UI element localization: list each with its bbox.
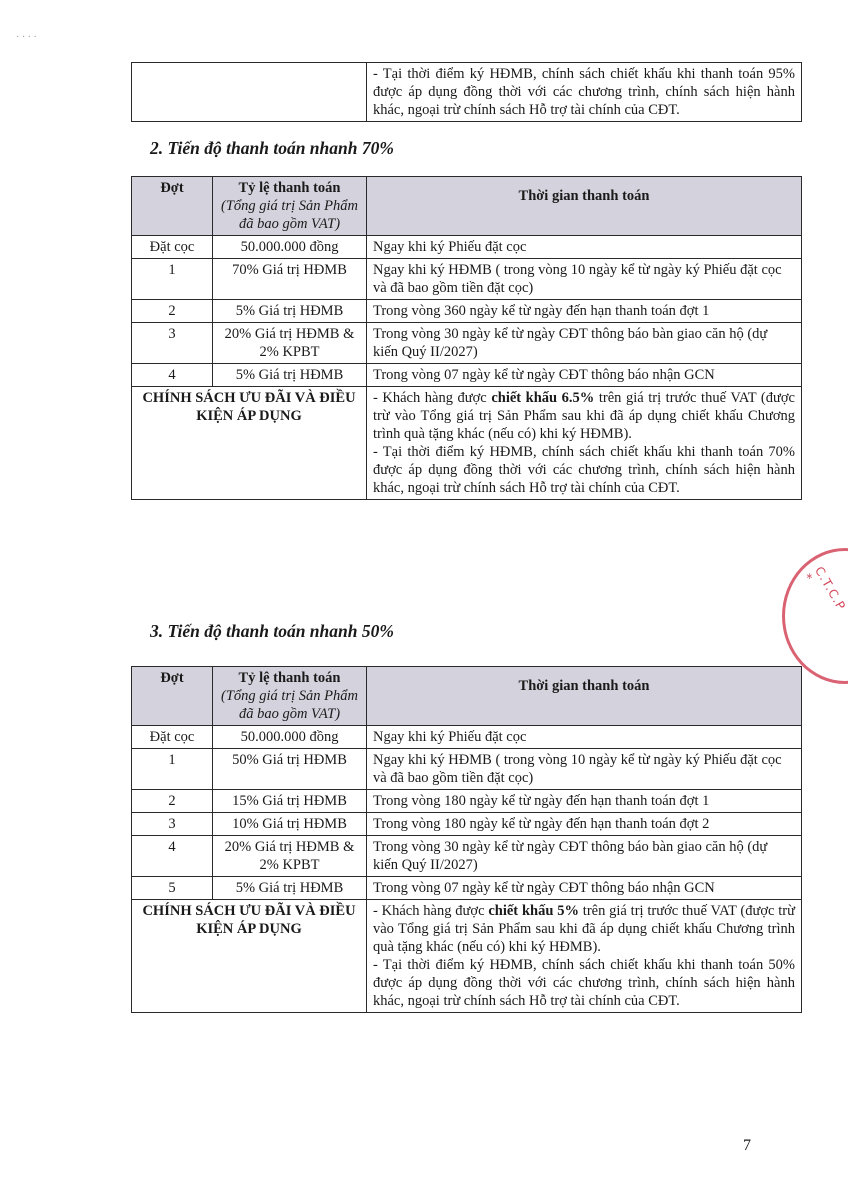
table-header-row	[132, 177, 802, 236]
policy-discount: chiết khấu 5%	[488, 903, 579, 919]
cell-time: Ngay khi ký Phiếu đặt cọc	[367, 236, 802, 259]
policy-label: CHÍNH SÁCH ƯU ĐÃI VÀ ĐIỀU KIỆN ÁP DỤNG	[132, 387, 367, 500]
table-row	[132, 877, 802, 900]
cell-dot: 3	[132, 323, 213, 364]
header-rate-subtitle: (Tổng giá trị Sản Phẩm đã bao gồm VAT)	[221, 688, 358, 722]
table-row	[132, 749, 802, 790]
policy-p1-pre: - Khách hàng được	[373, 390, 492, 406]
cell-rate: 50.000.000 đồng	[213, 726, 367, 749]
policy-text	[367, 900, 802, 1013]
cell-dot: 2	[132, 790, 213, 813]
table-row	[132, 63, 802, 122]
cell-time: Trong vòng 07 ngày kể từ ngày CĐT thông báo nhận GCN	[367, 877, 802, 900]
cell-rate: 50.000.000 đồng	[213, 236, 367, 259]
table-row	[132, 364, 802, 387]
cell-dot: 4	[132, 836, 213, 877]
table-row	[132, 726, 802, 749]
cell-dot: 2	[132, 300, 213, 323]
cell-dot: 5	[132, 877, 213, 900]
header-rate-subtitle: (Tổng giá trị Sản Phẩm đã bao gồm VAT)	[221, 198, 358, 232]
policy-p2: - Tại thời điểm ký HĐMB, chính sách chiết khấu khi thanh toán 70% được áp dụng đồng thời với các chương trình, chính sách hiện hành khác, ngoại trừ chính sách Hỗ trợ tài chính của CĐT.	[373, 444, 795, 496]
header-time: Thời gian thanh toán	[367, 177, 802, 236]
cell-time: Ngay khi ký Phiếu đặt cọc	[367, 726, 802, 749]
header-dot: Đợt	[132, 177, 213, 236]
company-stamp-text: C.T.C.P *	[799, 564, 848, 613]
header-dot: Đợt	[132, 667, 213, 726]
cell-rate: 5% Giá trị HĐMB	[213, 300, 367, 323]
cell-dot: 4	[132, 364, 213, 387]
cell-dot: 1	[132, 259, 213, 300]
cell-time: Trong vòng 180 ngày kể từ ngày đến hạn thanh toán đợt 1	[367, 790, 802, 813]
cell-dot: 1	[132, 749, 213, 790]
cell-time: Ngay khi ký HĐMB ( trong vòng 10 ngày kể từ ngày ký Phiếu đặt cọc và đã bao gồm tiền đặt cọc)	[367, 259, 802, 300]
policy-text	[367, 387, 802, 500]
policy-p2: - Tại thời điểm ký HĐMB, chính sách chiết khấu khi thanh toán 50% được áp dụng đồng thời với các chương trình, chính sách hiện hành khác, ngoại trừ chính sách Hỗ trợ tài chính của CĐT.	[373, 957, 795, 1009]
table-row	[132, 259, 802, 300]
policy-row	[132, 387, 802, 500]
cell-rate: 5% Giá trị HĐMB	[213, 877, 367, 900]
table-row	[132, 813, 802, 836]
policy-p1-pre: - Khách hàng được	[373, 903, 489, 919]
policy-row	[132, 900, 802, 1013]
table-header-row	[132, 667, 802, 726]
cell-rate: 70% Giá trị HĐMB	[213, 259, 367, 300]
cell-time: Trong vòng 360 ngày kể từ ngày đến hạn thanh toán đợt 1	[367, 300, 802, 323]
cell-rate: 15% Giá trị HĐMB	[213, 790, 367, 813]
cell-rate: 20% Giá trị HĐMB & 2% KPBT	[213, 323, 367, 364]
table-row	[132, 323, 802, 364]
table-row	[132, 836, 802, 877]
table-row	[132, 236, 802, 259]
cell-rate: 5% Giá trị HĐMB	[213, 364, 367, 387]
cell-rate: 50% Giá trị HĐMB	[213, 749, 367, 790]
cell-dot: 3	[132, 813, 213, 836]
section-3-title: 3. Tiến độ thanh toán nhanh 50%	[150, 621, 394, 641]
cell-dot: Đặt cọc	[132, 236, 213, 259]
header-time: Thời gian thanh toán	[367, 667, 802, 726]
table-row	[132, 790, 802, 813]
policy-label: CHÍNH SÁCH ƯU ĐÃI VÀ ĐIỀU KIỆN ÁP DỤNG	[132, 900, 367, 1013]
section-2-table	[131, 176, 802, 500]
header-rate	[213, 667, 367, 726]
cell-time: Trong vòng 180 ngày kể từ ngày đến hạn thanh toán đợt 2	[367, 813, 802, 836]
section-3-table	[131, 666, 802, 1013]
policy-p1-post: trên giá trị trước thuế VAT (được trừ vào Tổng giá trị Sản Phẩm sau khi đã áp dụng chiết khấu Chương trình quà tặng khác (nếu có) khi ký HĐMB).	[373, 903, 795, 955]
policy-p1-post: trên giá trị trước thuế VAT (được trừ vào Tổng giá trị Sản Phẩm sau khi đã áp dụng chiết khấu Chương trình quà tặng khác (nếu có) khi ký HĐMB).	[373, 390, 795, 442]
cell-dot: Đặt cọc	[132, 726, 213, 749]
cell-time: Trong vòng 30 ngày kể từ ngày CĐT thông báo bàn giao căn hộ (dự kiến Quý II/2027)	[367, 323, 802, 364]
scan-specks: · · · ·	[16, 32, 37, 43]
previous-table-continuation	[131, 62, 802, 122]
cell-rate: 10% Giá trị HĐMB	[213, 813, 367, 836]
cell-time: Ngay khi ký HĐMB ( trong vòng 10 ngày kể từ ngày ký Phiếu đặt cọc và đã bao gồm tiền đặt cọc)	[367, 749, 802, 790]
cell-rate: 20% Giá trị HĐMB & 2% KPBT	[213, 836, 367, 877]
header-rate-title: Tỷ lệ thanh toán	[238, 180, 341, 196]
table-cell-empty	[132, 63, 367, 122]
cell-time: Trong vòng 07 ngày kể từ ngày CĐT thông báo nhận GCN	[367, 364, 802, 387]
table-row	[132, 300, 802, 323]
policy-discount: chiết khấu 6.5%	[491, 390, 595, 406]
page-number: 7	[743, 1137, 751, 1154]
header-rate	[213, 177, 367, 236]
policy-note: - Tại thời điểm ký HĐMB, chính sách chiết khấu khi thanh toán 95% được áp dụng đồng thời với các chương trình, chính sách hiện hành khác, ngoại trừ chính sách Hỗ trợ tài chính của CĐT.	[367, 63, 802, 122]
section-2-title: 2. Tiến độ thanh toán nhanh 70%	[150, 138, 394, 158]
header-rate-title: Tỷ lệ thanh toán	[238, 670, 341, 686]
cell-time: Trong vòng 30 ngày kể từ ngày CĐT thông báo bàn giao căn hộ (dự kiến Quý II/2027)	[367, 836, 802, 877]
